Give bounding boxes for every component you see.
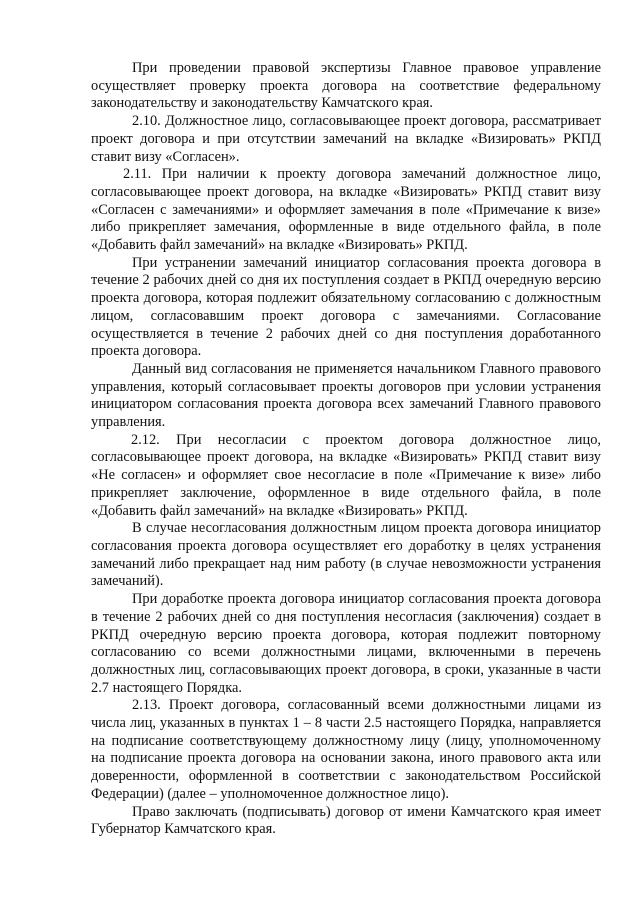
paragraph-2-13: 2.13. Проект договора, согласованный всеми должностными лицами из числа лиц, указанных в пунктах 1 – 8 части 2.5 настоящего Порядка, направляется на подписание соответствующему должностному лицу (лицу, уполномоченному на подписание проекта договора на основании закона, иного правового акта или доверенности, оформленной в соответствии с законодательством Российской Федерации) (далее – уполномоченное должностное лицо). [91, 697, 601, 802]
paragraph-revision: При доработке проекта договора инициатор согласования проекта договора в течение 2 рабочих дней со дня поступления несогласия (заключения) создает в РКПД очередную версию проекта договора, которая подлежит повторному согласованию со всеми должностными лицами, включенными в перечень должностных лиц, согласовывающих проект договора, в сроки, указанные в части 2.7 настоящего Порядка. [91, 591, 601, 696]
paragraph-legal-review: При проведении правовой экспертизы Главное правовое управление осуществляет проверку проекта договора на соответствие федеральному законодательству и законодательству Камчатского края. [91, 60, 601, 112]
paragraph-2-11: 2.11. При наличии к проекту договора замечаний должностное лицо, согласовывающее проект договора, на вкладке «Визировать» РКПД ставит визу «Согласен с замечаниями» и оформляет замечания в поле «Примечание к визе» либо прикрепляет замечания, оформленные в виде отдельного файла, в поле «Добавить файл замечаний» на вкладке «Визировать» РКПД. [91, 166, 601, 254]
document-body [91, 60, 601, 839]
paragraph-disagreement: В случае несогласования должностным лицом проекта договора инициатор согласования проекта договора осуществляет его доработку в целях устранения замечаний либо прекращает над ним работу (в случае невозможности устранения замечаний). [91, 520, 601, 590]
paragraph-2-12: 2.12. При несогласии с проектом договора должностное лицо, согласовывающее проект договора, на вкладке «Визировать» РКПД ставит визу «Не согласен» и оформляет свое несогласие в поле «Примечание к визе» либо прикрепляет заключение, оформленное в виде отдельного файла, в поле «Добавить файл замечаний» на вкладке «Визировать» РКПД. [91, 431, 601, 519]
paragraph-2-10: 2.10. Должностное лицо, согласовывающее проект договора, рассматривает проект договора и при отсутствии замечаний на вкладке «Визировать» РКПД ставит визу «Согласен». [91, 113, 601, 165]
paragraph-signing-right: Право заключать (подписывать) договор от имени Камчатского края имеет Губернатор Камчатского края. [91, 803, 601, 838]
paragraph-approval-exception: Данный вид согласования не применяется начальником Главного правового управления, который согласовывает проекты договоров при условии устранения инициатором согласования проекта договора всех замечаний Главного правового управления. [91, 360, 601, 431]
paragraph-remarks-elimination: При устранении замечаний инициатор согласования проекта договора в течение 2 рабочих дней со дня их поступления создает в РКПД очередную версию проекта договора, которая подлежит обязательному согласованию с должностным лицом, согласовавшим проект договора с замечаниями. Согласование осуществляется в течение 2 рабочих дней со дня поступления доработанного проекта договора. [91, 254, 601, 360]
